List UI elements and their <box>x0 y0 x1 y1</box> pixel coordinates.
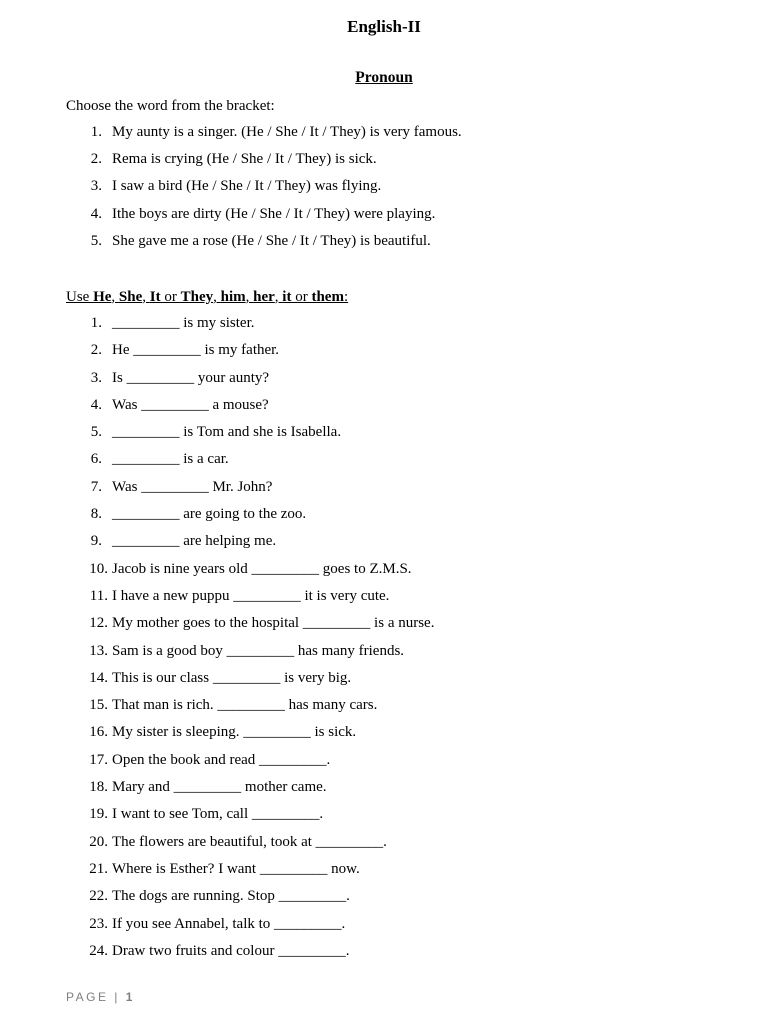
question-number: 4. <box>90 205 102 222</box>
question-text: _________ is a car. <box>112 451 229 468</box>
question-text: _________ are helping me. <box>112 533 277 550</box>
question-number: 22. <box>89 888 108 905</box>
question-text: My mother goes to the hospital _________ is a nurse. <box>112 615 435 632</box>
question-number: 1. <box>90 124 102 140</box>
instruction-text: or <box>291 289 312 305</box>
question-number: 2. <box>90 151 102 168</box>
instruction-keyword: They <box>180 289 214 305</box>
question-number: 14. <box>89 669 108 686</box>
question-number: 8. <box>90 506 102 523</box>
page-title: English-II <box>347 17 421 36</box>
question-text: The flowers are beautiful, took at _________. <box>112 833 387 850</box>
question-text: Is _________ your aunty? <box>112 369 270 386</box>
question-text: Was _________ Mr. John? <box>112 478 273 495</box>
question-text: Rema is crying (He / She / It / They) is sick. <box>112 151 377 168</box>
section-title: Pronoun <box>355 69 413 86</box>
instruction-text: or <box>160 289 181 305</box>
footer-label: PAGE | <box>66 990 126 1004</box>
question-number: 21. <box>89 860 108 877</box>
question-text: The dogs are running. Stop _________. <box>112 888 350 905</box>
question-text: This is our class _________ is very big. <box>112 669 352 686</box>
question-text: Jacob is nine years old _________ goes to Z.M.S. <box>112 560 412 577</box>
instruction-text: : <box>343 289 349 305</box>
question-text: Where is Esther? I want _________ now. <box>112 860 360 877</box>
instruction-keyword: it <box>282 289 292 305</box>
question-text: My aunty is a singer. (He / She / It / They) is very famous. <box>112 124 462 140</box>
part2-instruction <box>66 286 348 308</box>
question-text: _________ are going to the zoo. <box>112 506 307 523</box>
question-number: 5. <box>90 424 102 441</box>
question-number: 13. <box>89 642 108 659</box>
question-number: 3. <box>90 178 102 195</box>
instruction-text: , <box>111 289 119 305</box>
question-number: 16. <box>89 724 108 741</box>
page-number: 1 <box>125 990 133 1004</box>
instruction-keyword: them <box>311 289 344 305</box>
question-number: 17. <box>89 751 108 768</box>
question-number: 18. <box>89 779 108 796</box>
instruction-keyword: her <box>253 289 275 305</box>
question-number: 7. <box>90 478 102 495</box>
question-text: He _________ is my father. <box>112 342 280 359</box>
question-text: _________ is Tom and she is Isabella. <box>112 424 342 441</box>
question-text: She gave me a rose (He / She / It / They) is beautiful. <box>112 232 431 249</box>
question-number: 2. <box>90 342 102 359</box>
question-text: Mary and _________ mother came. <box>112 779 327 796</box>
question-text: Was _________ a mouse? <box>112 396 269 413</box>
question-text: I have a new puppu _________ it is very cute. <box>112 587 390 604</box>
question-text: That man is rich. _________ has many cars. <box>112 697 378 714</box>
question-text: Sam is a good boy _________ has many friends. <box>112 642 405 659</box>
question-text: If you see Annabel, talk to _________. <box>112 915 346 932</box>
question-text: I saw a bird (He / She / It / They) was flying. <box>112 178 382 195</box>
question-number: 20. <box>89 833 108 850</box>
question-number: 6. <box>90 451 102 468</box>
question-number: 1. <box>90 315 102 331</box>
instruction-text: , <box>213 289 221 305</box>
instruction-text: , <box>245 289 254 305</box>
question-text: Open the book and read _________. <box>112 751 331 768</box>
question-text: I want to see Tom, call _________. <box>112 806 324 823</box>
page-footer <box>66 990 132 1004</box>
question-text: Draw two fruits and colour _________. <box>112 942 350 959</box>
question-text: Ithe boys are dirty (He / She / It / They) were playing. <box>112 205 436 222</box>
instruction-text: , <box>274 289 283 305</box>
instruction-keyword: him <box>220 289 246 305</box>
question-number: 10. <box>89 560 108 577</box>
instruction-keyword: He <box>93 289 112 305</box>
instruction-text: , <box>142 289 150 305</box>
instruction-keyword: It <box>149 289 161 305</box>
question-number: 9. <box>90 533 102 550</box>
question-number: 3. <box>90 369 102 386</box>
question-number: 19. <box>89 806 108 823</box>
question-text: My sister is sleeping. _________ is sick. <box>112 724 357 741</box>
instruction-text: Use <box>66 289 94 305</box>
question-number: 23. <box>89 915 108 932</box>
question-number: 24. <box>89 942 108 959</box>
part1-instruction: Choose the word from the bracket: <box>66 98 275 114</box>
question-number: 5. <box>90 232 102 249</box>
question-number: 12. <box>89 615 108 632</box>
question-number: 11. <box>89 587 108 604</box>
question-number: 15. <box>89 697 108 714</box>
question-number: 4. <box>90 396 102 413</box>
question-text: _________ is my sister. <box>112 315 255 331</box>
instruction-keyword: She <box>118 289 143 305</box>
